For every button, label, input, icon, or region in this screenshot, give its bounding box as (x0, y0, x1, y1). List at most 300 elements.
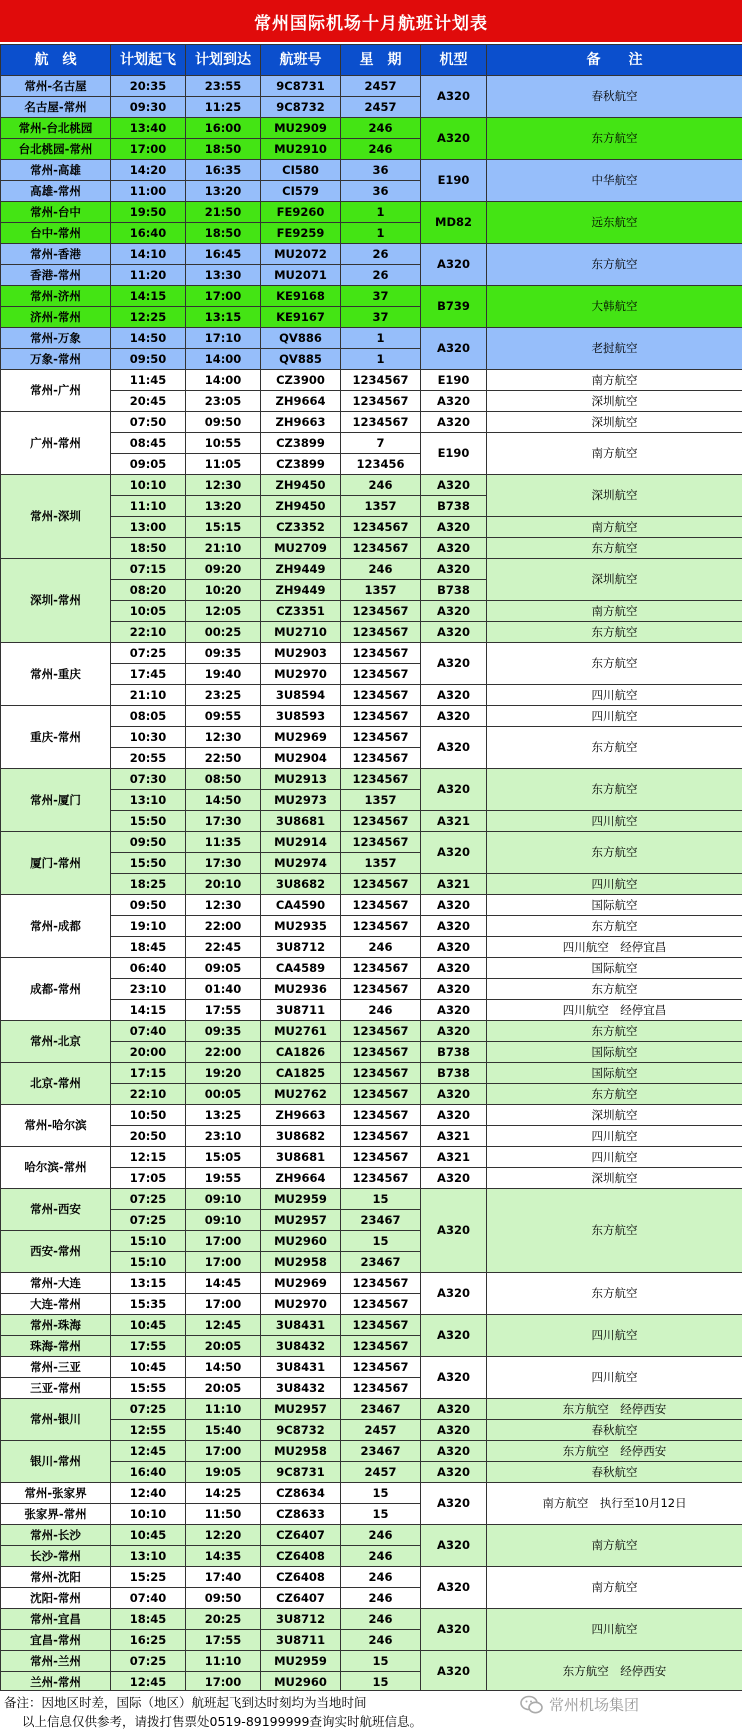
aircraft-type: A320 (421, 1420, 487, 1441)
flight-number: QV886 (261, 328, 341, 349)
weekdays: 15 (341, 1651, 421, 1672)
arrival-time: 17:00 (186, 1672, 261, 1693)
weekdays: 15 (341, 1504, 421, 1525)
weekdays: 1234567 (341, 874, 421, 895)
departure-time: 16:40 (111, 1462, 186, 1483)
table-row (1, 1105, 742, 1126)
weekdays: 1234567 (341, 979, 421, 1000)
arrival-time: 17:10 (186, 328, 261, 349)
aircraft-type: B738 (421, 496, 487, 517)
aircraft-type: A320 (421, 1189, 487, 1273)
arrival-time: 17:00 (186, 286, 261, 307)
arrival-time: 11:10 (186, 1651, 261, 1672)
remark: 东方航空 (487, 118, 742, 160)
remark: 四川航空 (487, 1609, 742, 1651)
remark: 大韩航空 (487, 286, 742, 328)
flight-number: CZ8634 (261, 1483, 341, 1504)
weekdays: 37 (341, 286, 421, 307)
departure-time: 22:10 (111, 622, 186, 643)
table-row (1, 958, 742, 979)
arrival-time: 15:15 (186, 517, 261, 538)
flight-number: CZ3351 (261, 601, 341, 622)
arrival-time: 20:05 (186, 1378, 261, 1399)
remark: 东方航空 (487, 727, 742, 769)
route-cell: 常州-张家界 (1, 1483, 111, 1504)
remark: 东方航空 经停西安 (487, 1399, 742, 1420)
arrival-time: 13:30 (186, 265, 261, 286)
remark: 四川航空 (487, 1357, 742, 1399)
route-cell: 名古屋-常州 (1, 97, 111, 118)
flight-number: 3U8431 (261, 1315, 341, 1336)
arrival-time: 09:35 (186, 1021, 261, 1042)
arrival-time: 17:40 (186, 1567, 261, 1588)
table-row (1, 118, 742, 139)
flight-number: MU2904 (261, 748, 341, 769)
weekdays: 1234567 (341, 1378, 421, 1399)
remark: 深圳航空 (487, 475, 742, 517)
remark: 中华航空 (487, 160, 742, 202)
route-cell: 长沙-常州 (1, 1546, 111, 1567)
aircraft-type: A320 (421, 832, 487, 874)
flight-number: 3U8682 (261, 874, 341, 895)
aircraft-type: A320 (421, 643, 487, 685)
departure-time: 10:45 (111, 1525, 186, 1546)
table-row (1, 1273, 742, 1294)
departure-time: 15:50 (111, 811, 186, 832)
weekdays: 1234567 (341, 664, 421, 685)
route-cell: 珠海-常州 (1, 1336, 111, 1357)
flight-number: QV885 (261, 349, 341, 370)
weekdays: 1 (341, 202, 421, 223)
header-remarks: 备 注 (487, 45, 742, 76)
remark: 东方航空 (487, 1084, 742, 1105)
departure-time: 12:45 (111, 1672, 186, 1693)
table-body (1, 76, 742, 1693)
flight-number: MU2903 (261, 643, 341, 664)
route-cell: 台中-常州 (1, 223, 111, 244)
departure-time: 07:25 (111, 1189, 186, 1210)
arrival-time: 14:00 (186, 349, 261, 370)
arrival-time: 23:25 (186, 685, 261, 706)
table-row (1, 727, 742, 748)
departure-time: 15:35 (111, 1294, 186, 1315)
table-row (1, 874, 742, 895)
weekdays: 1357 (341, 496, 421, 517)
flight-number: 3U8712 (261, 1609, 341, 1630)
flight-number: CZ3899 (261, 454, 341, 475)
table-row (1, 1525, 742, 1546)
weekdays: 1234567 (341, 1063, 421, 1084)
remark: 东方航空 (487, 916, 742, 937)
table-row (1, 1189, 742, 1210)
departure-time: 10:50 (111, 1105, 186, 1126)
weekdays: 15 (341, 1231, 421, 1252)
remark: 南方航空 执行至10月12日 (487, 1483, 742, 1525)
page-title: 常州国际机场十月航班计划表 (0, 0, 742, 44)
arrival-time: 10:55 (186, 433, 261, 454)
remark: 南方航空 (487, 601, 742, 622)
route-cell: 兰州-常州 (1, 1672, 111, 1693)
departure-time: 11:20 (111, 265, 186, 286)
weekdays: 15 (341, 1483, 421, 1504)
departure-time: 08:20 (111, 580, 186, 601)
arrival-time: 23:10 (186, 1126, 261, 1147)
arrival-time: 22:00 (186, 916, 261, 937)
weekdays: 7 (341, 433, 421, 454)
table-row (1, 370, 742, 391)
weekdays: 1234567 (341, 769, 421, 790)
weekdays: 246 (341, 937, 421, 958)
table-row (1, 1147, 742, 1168)
aircraft-type: A320 (421, 1357, 487, 1399)
flight-number: 9C8732 (261, 1420, 341, 1441)
arrival-time: 20:05 (186, 1336, 261, 1357)
remark: 东方航空 (487, 769, 742, 811)
flight-number: MU2970 (261, 664, 341, 685)
aircraft-type: A320 (421, 1651, 487, 1693)
route-cell: 大连-常州 (1, 1294, 111, 1315)
departure-time: 10:05 (111, 601, 186, 622)
aircraft-type: A320 (421, 727, 487, 769)
arrival-time: 12:30 (186, 727, 261, 748)
weekdays: 1234567 (341, 517, 421, 538)
flight-number: 3U8711 (261, 1630, 341, 1651)
arrival-time: 23:55 (186, 76, 261, 97)
arrival-time: 09:20 (186, 559, 261, 580)
route-cell: 常州-广州 (1, 370, 111, 412)
route-cell: 常州-香港 (1, 244, 111, 265)
aircraft-type: A321 (421, 1147, 487, 1168)
table-row (1, 1126, 742, 1147)
weekdays: 1 (341, 223, 421, 244)
remark: 远东航空 (487, 202, 742, 244)
aircraft-type: A320 (421, 1525, 487, 1567)
departure-time: 13:15 (111, 1273, 186, 1294)
remark: 东方航空 经停西安 (487, 1651, 742, 1693)
arrival-time: 11:05 (186, 454, 261, 475)
departure-time: 07:25 (111, 1399, 186, 1420)
flight-number: CA1825 (261, 1063, 341, 1084)
flight-number: MU2762 (261, 1084, 341, 1105)
remark: 东方航空 (487, 244, 742, 286)
arrival-time: 09:50 (186, 1588, 261, 1609)
flight-number: CA4590 (261, 895, 341, 916)
remark: 深圳航空 (487, 1105, 742, 1126)
route-cell: 厦门-常州 (1, 832, 111, 895)
header-route: 航 线 (1, 45, 111, 76)
table-row (1, 1462, 742, 1483)
weekdays: 1357 (341, 790, 421, 811)
arrival-time: 09:10 (186, 1210, 261, 1231)
weekdays: 1234567 (341, 1105, 421, 1126)
arrival-time: 21:10 (186, 538, 261, 559)
table-row (1, 517, 742, 538)
weekdays: 1234567 (341, 727, 421, 748)
flight-number: MU2761 (261, 1021, 341, 1042)
departure-time: 18:25 (111, 874, 186, 895)
table-row (1, 1567, 742, 1588)
table-row (1, 1609, 742, 1630)
departure-time: 12:40 (111, 1483, 186, 1504)
arrival-time: 14:25 (186, 1483, 261, 1504)
remark: 东方航空 (487, 1189, 742, 1273)
flight-number: MU2959 (261, 1651, 341, 1672)
flight-number: CZ8633 (261, 1504, 341, 1525)
arrival-time: 17:00 (186, 1252, 261, 1273)
weekdays: 1234567 (341, 706, 421, 727)
table-row (1, 433, 742, 454)
remark: 四川航空 (487, 685, 742, 706)
arrival-time: 12:45 (186, 1315, 261, 1336)
weekdays: 1234567 (341, 1336, 421, 1357)
aircraft-type: A320 (421, 1105, 487, 1126)
arrival-time: 09:55 (186, 706, 261, 727)
remark: 国际航空 (487, 1063, 742, 1084)
departure-time: 11:10 (111, 496, 186, 517)
departure-time: 12:15 (111, 1147, 186, 1168)
arrival-time: 17:55 (186, 1630, 261, 1651)
table-row (1, 601, 742, 622)
table-row (1, 811, 742, 832)
weekdays: 2457 (341, 1462, 421, 1483)
flight-number: MU2910 (261, 139, 341, 160)
table-row (1, 685, 742, 706)
departure-time: 15:55 (111, 1378, 186, 1399)
weekdays: 123456 (341, 454, 421, 475)
aircraft-type: MD82 (421, 202, 487, 244)
table-row (1, 391, 742, 412)
table-row (1, 1084, 742, 1105)
arrival-time: 15:05 (186, 1147, 261, 1168)
aircraft-type: A320 (421, 517, 487, 538)
aircraft-type: A320 (421, 937, 487, 958)
arrival-time: 19:20 (186, 1063, 261, 1084)
table-row (1, 1651, 742, 1672)
aircraft-type: A320 (421, 916, 487, 937)
arrival-time: 01:40 (186, 979, 261, 1000)
flight-number: ZH9449 (261, 580, 341, 601)
aircraft-type: A320 (421, 958, 487, 979)
departure-time: 09:30 (111, 97, 186, 118)
remark: 东方航空 (487, 622, 742, 643)
route-cell: 常州-名古屋 (1, 76, 111, 97)
weekdays: 1234567 (341, 1147, 421, 1168)
route-cell: 广州-常州 (1, 412, 111, 475)
remark: 南方航空 (487, 1525, 742, 1567)
flight-number: ZH9449 (261, 559, 341, 580)
departure-time: 20:00 (111, 1042, 186, 1063)
departure-time: 10:45 (111, 1315, 186, 1336)
table-row (1, 76, 742, 97)
aircraft-type: A320 (421, 1168, 487, 1189)
table-row (1, 202, 742, 223)
remark: 深圳航空 (487, 412, 742, 433)
weekdays: 246 (341, 118, 421, 139)
flight-number: MU2958 (261, 1252, 341, 1273)
weekdays: 246 (341, 1588, 421, 1609)
departure-time: 13:10 (111, 790, 186, 811)
remark: 国际航空 (487, 1042, 742, 1063)
flight-number: ZH9663 (261, 412, 341, 433)
remark: 东方航空 (487, 1273, 742, 1315)
route-cell: 沈阳-常州 (1, 1588, 111, 1609)
aircraft-type: B738 (421, 580, 487, 601)
departure-time: 18:45 (111, 937, 186, 958)
aircraft-type: A320 (421, 1441, 487, 1462)
arrival-time: 09:10 (186, 1189, 261, 1210)
departure-time: 09:05 (111, 454, 186, 475)
departure-time: 16:40 (111, 223, 186, 244)
departure-time: 07:50 (111, 412, 186, 433)
weekdays: 23467 (341, 1441, 421, 1462)
arrival-time: 19:55 (186, 1168, 261, 1189)
flight-number: 3U8681 (261, 811, 341, 832)
remark: 东方航空 (487, 832, 742, 874)
route-cell: 常州-台北桃园 (1, 118, 111, 139)
aircraft-type: A320 (421, 1000, 487, 1021)
table-row (1, 979, 742, 1000)
route-cell: 常州-三亚 (1, 1357, 111, 1378)
arrival-time: 08:50 (186, 769, 261, 790)
flight-number: MU2974 (261, 853, 341, 874)
weekdays: 1 (341, 328, 421, 349)
table-row (1, 1420, 742, 1441)
arrival-time: 22:45 (186, 937, 261, 958)
departure-time: 14:20 (111, 160, 186, 181)
flight-number: CZ6407 (261, 1525, 341, 1546)
weekdays: 15 (341, 1672, 421, 1693)
flight-number: FE9260 (261, 202, 341, 223)
flight-number: 9C8731 (261, 1462, 341, 1483)
arrival-time: 09:50 (186, 412, 261, 433)
departure-time: 10:45 (111, 1357, 186, 1378)
weekdays: 246 (341, 1546, 421, 1567)
weekdays: 1234567 (341, 538, 421, 559)
remark: 国际航空 (487, 895, 742, 916)
table-row (1, 1000, 742, 1021)
weekdays: 26 (341, 244, 421, 265)
departure-time: 15:10 (111, 1231, 186, 1252)
table-row (1, 1063, 742, 1084)
flight-number: CA4589 (261, 958, 341, 979)
route-cell: 常州-宜昌 (1, 1609, 111, 1630)
flight-number: FE9259 (261, 223, 341, 244)
table-row (1, 160, 742, 181)
weekdays: 36 (341, 160, 421, 181)
aircraft-type: A320 (421, 895, 487, 916)
arrival-time: 13:15 (186, 307, 261, 328)
arrival-time: 19:05 (186, 1462, 261, 1483)
departure-time: 14:15 (111, 286, 186, 307)
remark: 四川航空 (487, 811, 742, 832)
flight-number: ZH9664 (261, 1168, 341, 1189)
departure-time: 20:45 (111, 391, 186, 412)
remark: 东方航空 (487, 643, 742, 685)
table-row (1, 559, 742, 580)
weekdays: 1234567 (341, 1021, 421, 1042)
flight-number: 3U8711 (261, 1000, 341, 1021)
departure-time: 18:45 (111, 1609, 186, 1630)
aircraft-type: A320 (421, 622, 487, 643)
flight-number: MU2957 (261, 1210, 341, 1231)
flight-number: CZ6408 (261, 1546, 341, 1567)
departure-time: 13:40 (111, 118, 186, 139)
departure-time: 15:25 (111, 1567, 186, 1588)
aircraft-type: A320 (421, 1315, 487, 1357)
departure-time: 11:00 (111, 181, 186, 202)
weekdays: 1234567 (341, 832, 421, 853)
departure-time: 22:10 (111, 1084, 186, 1105)
flight-number: ZH9450 (261, 496, 341, 517)
departure-time: 07:40 (111, 1021, 186, 1042)
arrival-time: 14:00 (186, 370, 261, 391)
header-arrival: 计划到达 (186, 45, 261, 76)
arrival-time: 09:35 (186, 643, 261, 664)
weekdays: 246 (341, 475, 421, 496)
flight-number: 3U8431 (261, 1357, 341, 1378)
departure-time: 20:50 (111, 1126, 186, 1147)
route-cell: 常州-西安 (1, 1189, 111, 1231)
remark: 四川航空 (487, 1126, 742, 1147)
weekdays: 1357 (341, 853, 421, 874)
aircraft-type: A321 (421, 811, 487, 832)
route-cell: 深圳-常州 (1, 559, 111, 643)
departure-time: 21:10 (111, 685, 186, 706)
weekdays: 1234567 (341, 811, 421, 832)
aircraft-type: A320 (421, 979, 487, 1000)
departure-time: 06:40 (111, 958, 186, 979)
footnote-line-2: 以上信息仅供参考，请拨打售票处0519-89199999查询实时航班信息。 (22, 1714, 422, 1729)
arrival-time: 11:50 (186, 1504, 261, 1525)
route-cell: 常州-北京 (1, 1021, 111, 1063)
aircraft-type: E190 (421, 160, 487, 202)
table-row (1, 832, 742, 853)
route-cell: 常州-济州 (1, 286, 111, 307)
route-cell: 常州-万象 (1, 328, 111, 349)
flight-number: CI579 (261, 181, 341, 202)
flight-number: CZ3899 (261, 433, 341, 454)
table-row (1, 706, 742, 727)
departure-time: 10:10 (111, 475, 186, 496)
remark: 南方航空 (487, 370, 742, 391)
flight-number: MU2936 (261, 979, 341, 1000)
route-cell: 常州-厦门 (1, 769, 111, 832)
departure-time: 12:25 (111, 307, 186, 328)
departure-time: 10:10 (111, 1504, 186, 1525)
flight-number: ZH9450 (261, 475, 341, 496)
weekdays: 1234567 (341, 1315, 421, 1336)
table-row (1, 412, 742, 433)
flight-number: MU2970 (261, 1294, 341, 1315)
flight-number: MU2710 (261, 622, 341, 643)
remark: 老挝航空 (487, 328, 742, 370)
aircraft-type: A320 (421, 769, 487, 811)
aircraft-type: E190 (421, 433, 487, 475)
arrival-time: 09:05 (186, 958, 261, 979)
flight-number: CZ6407 (261, 1588, 341, 1609)
flight-number: MU2960 (261, 1672, 341, 1693)
route-cell: 常州-高雄 (1, 160, 111, 181)
remark: 东方航空 (487, 979, 742, 1000)
remark: 南方航空 (487, 1567, 742, 1609)
departure-time: 07:25 (111, 643, 186, 664)
wechat-icon (520, 1695, 544, 1715)
flight-number: CA1826 (261, 1042, 341, 1063)
flight-number: MU2969 (261, 1273, 341, 1294)
flight-number: 9C8732 (261, 97, 341, 118)
weekdays: 1234567 (341, 1294, 421, 1315)
flight-number: MU2960 (261, 1231, 341, 1252)
